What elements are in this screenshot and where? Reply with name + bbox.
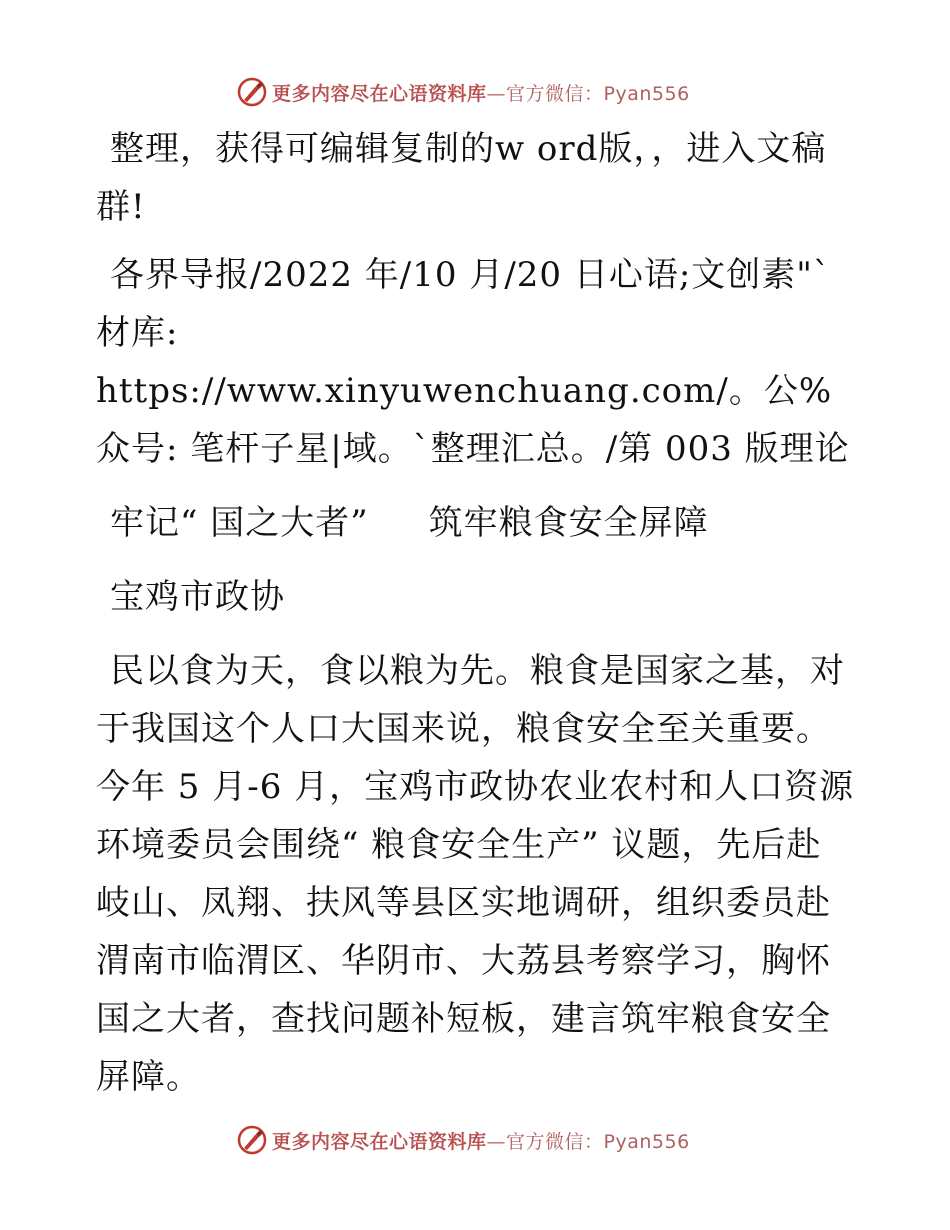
pen-logo-icon <box>236 1124 268 1156</box>
article-title-part1: 牢记“ 国之大者” <box>110 503 369 543</box>
source-paragraph: 各界导报/2022 年/10 月/20 日心语;文创素"`材库: https://www.xinyuwenchuang.com/。公%众号: 笔杆子星|域。`整理汇总。/第 003 版理论 <box>96 255 850 469</box>
footer-banner <box>0 1120 950 1160</box>
footer-banner-title: 更多内容尽在心语资料库 <box>272 1130 487 1153</box>
header-banner-wechat-id: Pyan556 <box>603 82 690 105</box>
article-author: 宝鸡市政协 <box>110 577 285 617</box>
footer-banner-wechat-id: Pyan556 <box>603 1130 690 1153</box>
header-banner-wechat-label: 官方微信： <box>506 82 604 105</box>
header-banner-text <box>272 79 690 106</box>
article-title-part2: 筑牢粮食安全屏障 <box>428 503 709 543</box>
intro-paragraph: 整理，获得可编辑复制的w ord版，，进入文稿群! <box>96 129 827 227</box>
header-banner <box>0 72 950 112</box>
body-paragraph: 民以食为天，食以粮为先。粮食是国家之基，对于我国这个人口大国来说，粮食安全至关重要。今年 5 月-6 月，宝鸡市政协农业农村和人口资源环境委员会围绕“ 粮食安全生产” 议题，先后赴岐山、凤翔、扶风等县区实地调研，组织委员赴渭南市临渭区、华阴市、大荔县考察学习，胸怀国之大者，查找问题补短板，建言筑牢粮食安全屏障。 <box>96 651 855 1097</box>
article-title <box>96 494 856 552</box>
header-banner-title: 更多内容尽在心语资料库 <box>272 82 487 105</box>
footer-banner-text <box>272 1127 690 1154</box>
pen-logo-icon <box>236 76 268 108</box>
footer-banner-dash: — <box>486 1130 507 1153</box>
header-banner-dash: — <box>486 82 507 105</box>
footer-banner-wechat-label: 官方微信： <box>506 1130 604 1153</box>
document-body <box>96 120 856 1106</box>
